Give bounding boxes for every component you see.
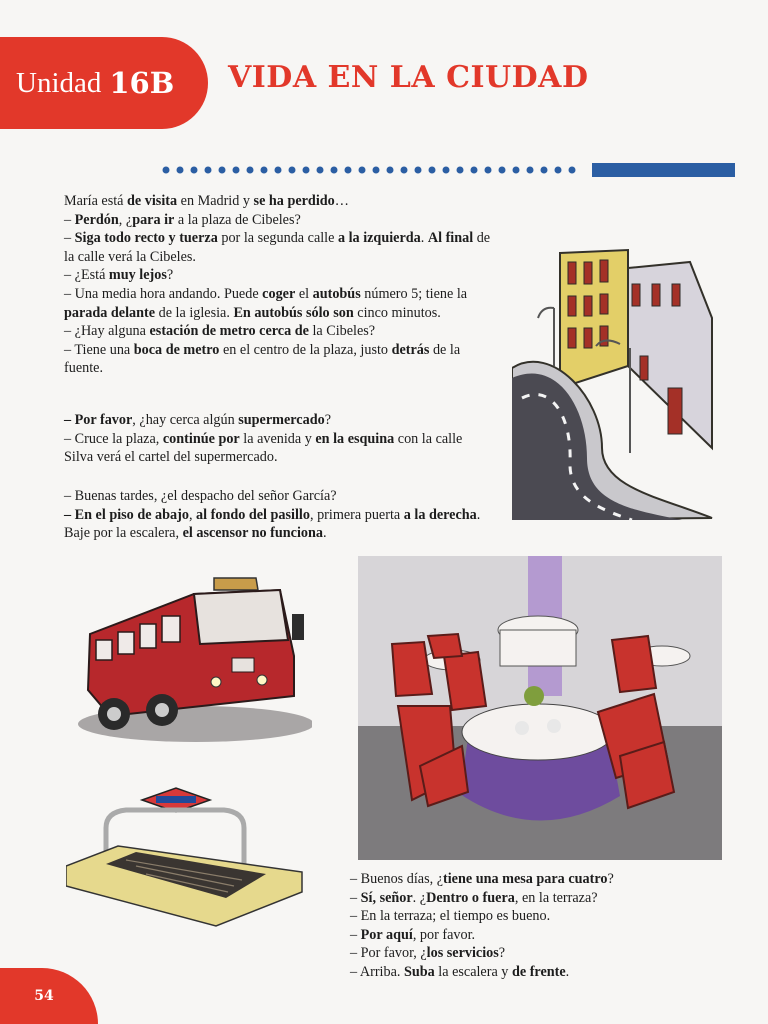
bold-phrase: boca de metro bbox=[133, 341, 220, 358]
bold-phrase: estación de metro cerca de bbox=[149, 323, 309, 340]
bold-phrase: de visita bbox=[127, 193, 178, 209]
text-run: – Una media hora andando. Puede bbox=[64, 285, 263, 302]
dialogue-line bbox=[64, 411, 489, 430]
text-run: – En la terraza; el tiempo es bueno. bbox=[350, 908, 551, 925]
divider-dot bbox=[205, 167, 212, 174]
bold-phrase: se ha perdido bbox=[253, 193, 335, 209]
bold-phrase: Perdón bbox=[74, 211, 119, 228]
dialogue-directions bbox=[64, 192, 494, 378]
divider-dot bbox=[261, 167, 268, 174]
text-run: la avenida y bbox=[239, 430, 316, 447]
divider-dot bbox=[415, 167, 422, 174]
divider-dot bbox=[485, 167, 492, 174]
dialogue-line bbox=[64, 211, 494, 230]
dialogue-line bbox=[350, 926, 680, 945]
dialogue-office bbox=[64, 487, 494, 543]
text-run: cinco minutos. bbox=[353, 304, 441, 321]
dialogue-line bbox=[64, 506, 494, 543]
text-run: ? bbox=[498, 945, 506, 962]
text-run: número 5; tiene la bbox=[360, 285, 468, 302]
text-run: de la iglesia. bbox=[155, 304, 234, 321]
dialogue-line bbox=[64, 487, 494, 506]
bold-phrase: autobús bbox=[312, 285, 361, 302]
text-run: – Por favor, ¿ bbox=[350, 945, 427, 962]
bold-phrase: Siga todo recto y tuerza bbox=[74, 230, 218, 247]
bold-phrase: para ir bbox=[132, 211, 175, 228]
text-run: , en la terraza? bbox=[514, 889, 598, 906]
text-run: . bbox=[420, 230, 428, 247]
text-run: , primera puerta bbox=[309, 506, 404, 523]
dialogue-line bbox=[350, 963, 680, 982]
dialogue-line bbox=[64, 430, 489, 467]
divider-dot bbox=[401, 167, 408, 174]
bold-phrase: En autobús sólo son bbox=[233, 304, 354, 321]
bold-phrase: muy lejos bbox=[108, 267, 167, 284]
dialogue-line bbox=[350, 870, 680, 889]
text-run: la Cibeles? bbox=[308, 323, 376, 340]
divider-dot bbox=[541, 167, 548, 174]
dialogue-line bbox=[64, 266, 494, 285]
bold-phrase: en la esquina bbox=[315, 430, 395, 447]
divider-dot bbox=[163, 167, 170, 174]
bold-phrase: el ascensor no funciona bbox=[182, 525, 324, 542]
divider-dot bbox=[275, 167, 282, 174]
unit-badge bbox=[0, 37, 208, 129]
dialogue-line bbox=[64, 322, 494, 341]
text-run: ? bbox=[166, 267, 174, 284]
divider-dot bbox=[233, 167, 240, 174]
bold-phrase: detrás bbox=[391, 341, 430, 358]
dialogue-restaurant bbox=[350, 870, 680, 982]
dialogue-supermarket bbox=[64, 411, 489, 467]
text-run: . ¿ bbox=[412, 889, 427, 906]
bold-phrase: tiene una mesa para cuatro bbox=[443, 871, 608, 887]
text-run: – ¿Está bbox=[64, 267, 109, 284]
bold-phrase: supermercado bbox=[238, 412, 325, 428]
unit-word: Unidad bbox=[16, 66, 102, 99]
dialogue-line bbox=[350, 889, 680, 908]
divider-dot bbox=[345, 167, 352, 174]
text-run: la escalera y bbox=[434, 963, 512, 980]
page-number: 54 bbox=[0, 968, 98, 1024]
text-run: en el centro de la plaza, justo bbox=[219, 341, 392, 358]
text-run: a la plaza de Cibeles? bbox=[174, 211, 301, 228]
bus-illustration bbox=[66, 574, 312, 750]
text-run: – bbox=[64, 230, 75, 247]
bold-phrase: parada delante bbox=[64, 304, 156, 321]
dialogue-line bbox=[350, 944, 680, 963]
text-run: – Arriba. bbox=[350, 963, 404, 980]
text-run: – Buenos días, ¿ bbox=[350, 871, 443, 887]
bold-phrase: de frente bbox=[511, 963, 566, 980]
text-run: . bbox=[323, 525, 327, 542]
text-run: – bbox=[350, 889, 361, 906]
bold-phrase: a la izquierda bbox=[337, 230, 421, 247]
text-run: con la calle Silva verá el cartel del supermercado. bbox=[64, 430, 463, 466]
dotted-divider bbox=[160, 163, 735, 181]
divider-dot bbox=[373, 167, 380, 174]
divider-dot bbox=[219, 167, 226, 174]
divider-dot bbox=[555, 167, 562, 174]
text-run: – bbox=[64, 211, 75, 228]
divider-dot bbox=[443, 167, 450, 174]
text-run: de la fuente. bbox=[64, 341, 461, 377]
metro-entrance-illustration bbox=[66, 786, 310, 938]
text-run: … bbox=[334, 193, 349, 209]
divider-dot bbox=[191, 167, 198, 174]
street-illustration bbox=[512, 248, 722, 520]
text-run: , ¿ bbox=[118, 211, 133, 228]
bold-phrase: – Por favor bbox=[64, 412, 133, 428]
dialogue-line bbox=[64, 192, 494, 211]
divider-dot bbox=[513, 167, 520, 174]
divider-dot bbox=[331, 167, 338, 174]
divider-dot bbox=[247, 167, 254, 174]
text-run: de la calle verá la Cibeles. bbox=[64, 230, 491, 265]
divider-dot bbox=[499, 167, 506, 174]
divider-dot bbox=[471, 167, 478, 174]
page-title: VIDA EN LA CIUDAD bbox=[228, 60, 589, 95]
text-run: – Tiene una bbox=[64, 341, 134, 358]
text-run: , por favor. bbox=[412, 926, 476, 943]
dialogue-line bbox=[350, 907, 680, 926]
divider-dot bbox=[457, 167, 464, 174]
divider-dot bbox=[387, 167, 394, 174]
text-run: ? bbox=[324, 412, 331, 428]
text-run: – bbox=[350, 926, 361, 943]
text-run: en Madrid y bbox=[177, 193, 254, 209]
bold-phrase: Al final bbox=[427, 230, 474, 247]
dialogue-line bbox=[64, 285, 494, 322]
bold-phrase: Sí, señor bbox=[360, 889, 413, 906]
bold-phrase: al fondo del pasillo bbox=[196, 506, 310, 523]
divider-dot bbox=[527, 167, 534, 174]
bold-phrase: Dentro o fuera bbox=[426, 889, 515, 906]
text-run: María está bbox=[64, 193, 128, 209]
text-run: , bbox=[188, 506, 197, 523]
bold-phrase: coger bbox=[262, 285, 296, 302]
restaurant-illustration bbox=[358, 556, 722, 860]
divider-dot bbox=[177, 167, 184, 174]
bold-phrase: – En el piso de abajo bbox=[64, 506, 189, 523]
dialogue-line bbox=[64, 229, 494, 266]
text-run: ? bbox=[607, 871, 614, 887]
divider-dot bbox=[569, 167, 576, 174]
divider-dot bbox=[303, 167, 310, 174]
dialogue-line bbox=[64, 341, 494, 378]
text-run: – Buenas tardes, ¿el despacho del señor García? bbox=[64, 488, 337, 504]
bold-phrase: los servicios bbox=[426, 945, 499, 962]
divider-dot bbox=[317, 167, 324, 174]
bold-phrase: a la derecha bbox=[403, 506, 477, 523]
text-run: . Baje por la escalera, bbox=[64, 506, 481, 542]
text-run: el bbox=[295, 285, 313, 302]
text-run: por la segunda calle bbox=[217, 230, 338, 247]
bold-phrase: Suba bbox=[403, 963, 435, 980]
text-run: – ¿Hay alguna bbox=[64, 323, 150, 340]
bold-phrase: continúe por bbox=[162, 430, 240, 447]
text-run: . bbox=[565, 963, 570, 980]
divider-dot bbox=[429, 167, 436, 174]
bold-phrase: Por aquí bbox=[360, 926, 413, 943]
unit-number: 16B bbox=[109, 66, 175, 100]
divider-dot bbox=[289, 167, 296, 174]
text-run: , ¿hay cerca algún bbox=[132, 412, 239, 428]
text-run: – Cruce la plaza, bbox=[64, 430, 163, 447]
divider-dot bbox=[359, 167, 366, 174]
